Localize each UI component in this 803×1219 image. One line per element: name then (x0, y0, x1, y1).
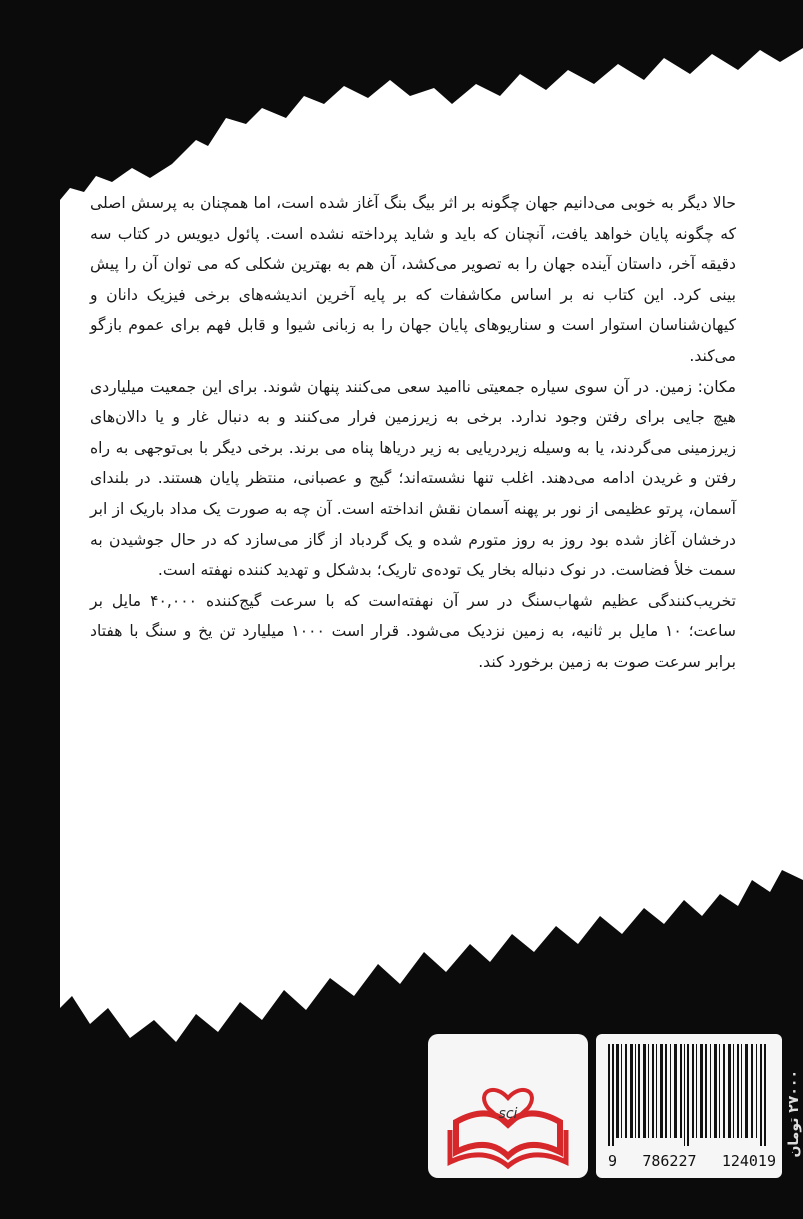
publisher-logo-card (428, 1034, 588, 1178)
barcode-card (596, 1034, 782, 1178)
isbn-group-2: 124019 (721, 1152, 776, 1170)
isbn-number (608, 1152, 776, 1170)
blurb-paragraph-impact: تخریب‌کنندگی عظیم شهاب‌سنگ در سر آن نهفته‌است که با سرعت گیج‌کننده ۴۰,۰۰۰ مایل بر ساعت؛ ۱۰ مایل بر ثانیه، به زمین نزدیک می‌شود. قرار است ۱۰۰۰ میلیارد تن یخ و سنگ با هفتاد برابر سرعت صوت به زمین برخورد کند. (90, 591, 736, 671)
price-label (786, 1070, 803, 1200)
back-cover-blurb (90, 188, 736, 678)
blurb-paragraph-intro: حالا دیگر به خوبی می‌دانیم جهان چگونه بر اثر بیگ بنگ آغاز شده است، اما همچنان به پرسش اصلی که چگونه پایان خواهد یافت، آنچنان که باید و شاید پرداخته نشده است. پائول دیویس در کتاب سه دقیقه آخر، داستان آینده جهان را به تصویر می‌کشد، آن هم به بهترین شکلی که می توان آن را پیش بینی کرد. این کتاب نه بر اساس مکاشفات که بر پایه آخرین اندیشه‌های برخی فیزیک دانان و کیهان‌شناسان استوار است و سناریوهای پایان جهان را به زبانی شیوا و قابل فهم برای عموم بازگو می‌کند. (90, 194, 736, 365)
isbn-prefix: 9 (608, 1152, 618, 1170)
publisher-logo-text: sci (498, 1106, 518, 1122)
price-text: ۲۷۰۰۰ تومان (786, 1070, 802, 1158)
open-book-heart-icon (428, 1034, 588, 1178)
barcode-bars (606, 1044, 772, 1146)
isbn-group-1: 786227 (642, 1152, 697, 1170)
blurb-paragraph-scene: مکان: زمین. در آن سوی سیاره جمعیتی ناامید سعی می‌کنند پنهان شوند. برای این جمعیت میلیاردی هیچ جایی برای رفتن وجود ندارد. برخی به زیرزمین فرار می‌کنند و به دنبال غار و یا دالان‌های زیرزمینی می‌گردند، یا به وسیله زیردریایی به زیر دریاها پناه می برند. برخی دیگر با بی‌توجهی به راه رفتن و غریدن ادامه می‌دهند. اغلب تنها نشسته‌اند؛ گیج و عصبانی، منتظر پایان هستند. در بلندای آسمان، پرتو عظیمی از نور بر پهنه آسمان نقش انداخته است. آن چه به صورت یک مداد باریک از ابر درخشان آغاز شده بود روز به روز متورم شده و یک گردباد از گاز می‌سازد که در حال جوشیدن به سمت خلأ فضاست. در نوک دنباله بخار یک توده‌ی تاریک؛ بدشکل و تهدید کننده نهفته است. (90, 377, 736, 580)
